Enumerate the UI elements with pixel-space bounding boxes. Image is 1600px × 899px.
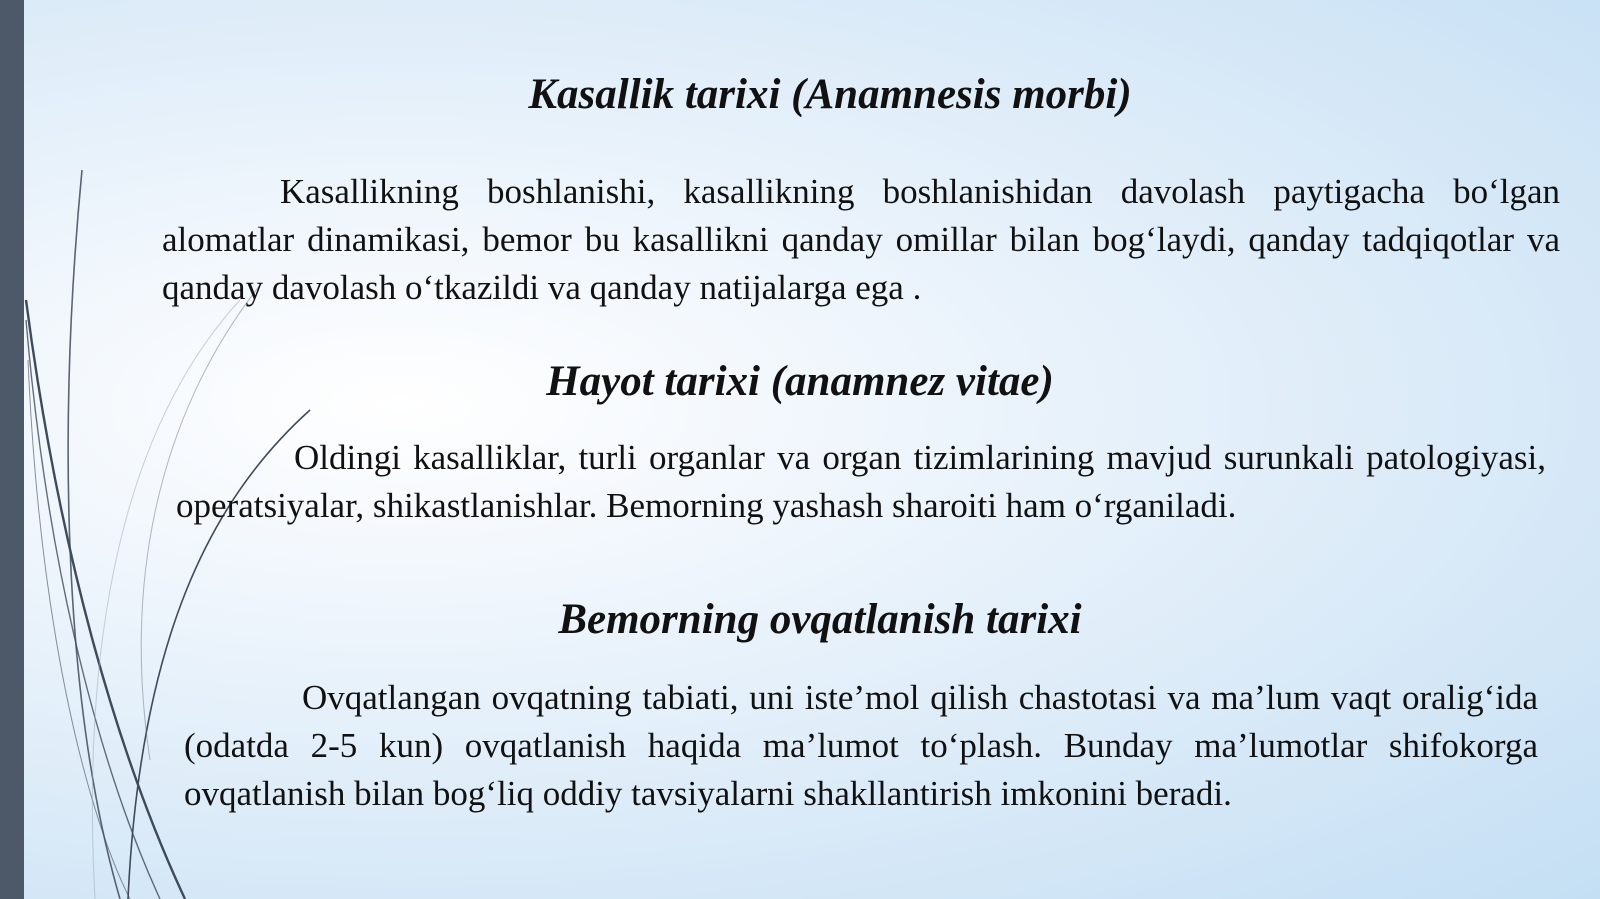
section-title-anamnez-vitae: Hayot tarixi (anamnez vitae) xyxy=(546,358,1054,405)
section-body-anamnez-vitae: Oldingi kasalliklar, turli organlar va organ tizimlarining mavjud surunkali patologiyasi, operatsiyalar, shikastlanishlar. Bemorning yashash sharoiti ham o‘rganiladi. xyxy=(176,438,1546,525)
section-title-nutrition-history: Bemorning ovqatlanish tarixi xyxy=(558,596,1082,643)
section-body-anamnesis-morbi: Kasallikning boshlanishi, kasallikning boshlanishidan davolash paytigacha bo‘lgan alomatlar dinamikasi, bemor bu kasallikni qanday omillar bilan bog‘laydi, qanday tadqiqotlar va qanday davolash o‘tkazildi va qanday natijalarga ega . xyxy=(162,172,1560,307)
section-body-nutrition-history: Ovqatlangan ovqatning tabiati, uni iste’mol qilish chastotasi va ma’lum vaqt oralig‘ida (odatda 2-5 kun) ovqatlanish haqida ma’lumot to‘plash. Bunday ma’lumotlar shifokorga ovqatlanish bilan bog‘liq oddiy tavsiyalarni shakllantirish imkonini beradi. xyxy=(184,678,1538,813)
left-accent-bar xyxy=(0,0,24,899)
section-title-anamnesis-morbi: Kasallik tarixi (Anamnesis morbi) xyxy=(528,71,1132,118)
